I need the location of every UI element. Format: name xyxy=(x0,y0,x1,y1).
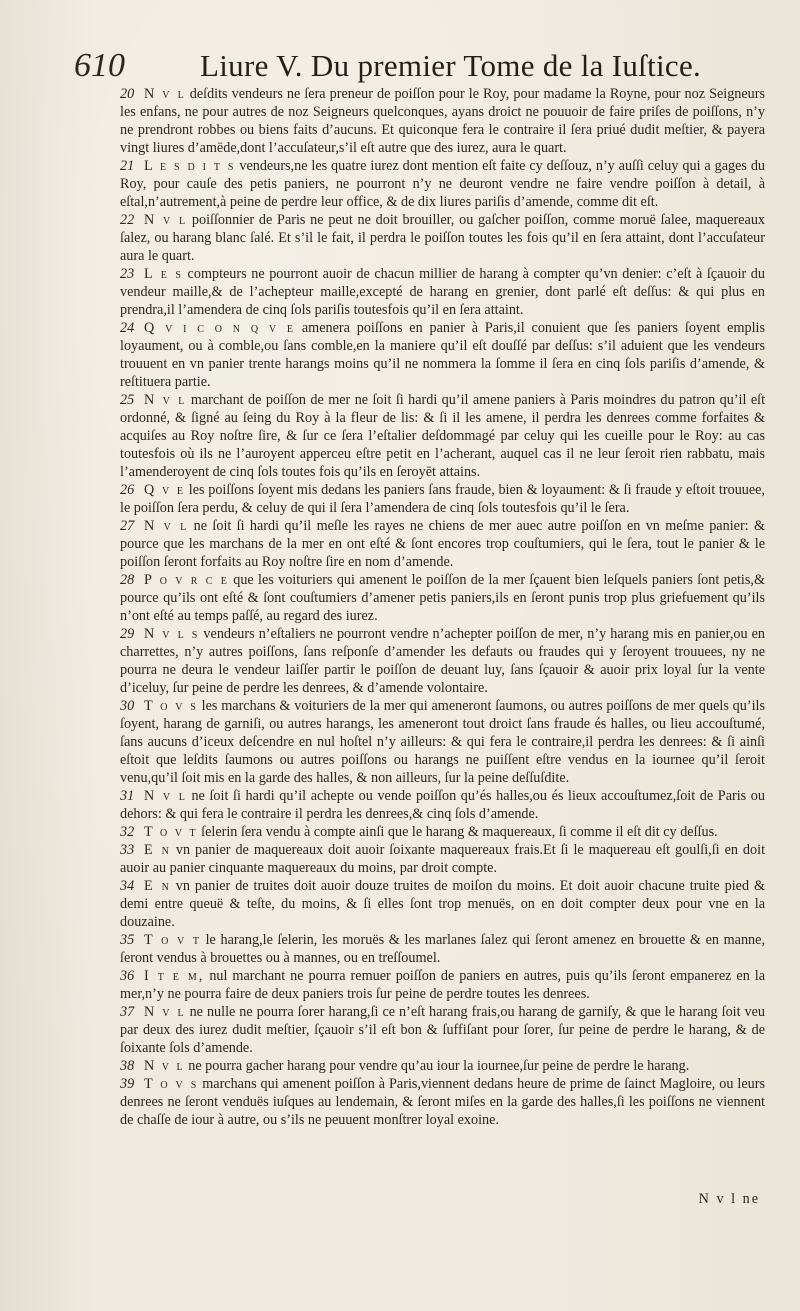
article-text: ne pourra gacher harang pour vendre qu’au iour la iournee,ſur peine de perdre le harang. xyxy=(188,1058,690,1074)
article-number: 33 xyxy=(120,842,135,858)
catchword: N v l ne xyxy=(698,1191,760,1207)
article-39 xyxy=(120,1075,765,1129)
running-head: Liure V. Du premier Tome de la Iuſtice. xyxy=(200,48,702,83)
article-lead-word: N v l xyxy=(144,518,189,534)
article-text: nul marchant ne pourra remuer poiſſon de paniers en autres, puis qu’ils ſeront empanerez en la mer,n’y ne pourra faire de deux paniers trois ſur peine de perdre toutes les denrees. xyxy=(120,968,766,1002)
article-26 xyxy=(120,481,765,517)
article-text: vn panier de truites doit auoir douze truites de moiſon du moins. Et doit auoir chacune truite pied & demi entre queuë & teſte, du moins, & ſi elles ſont trop menuës, on en doit compter deux pour vne en la douzaine. xyxy=(120,878,766,930)
article-number: 34 xyxy=(120,878,135,894)
article-31 xyxy=(120,787,765,823)
article-text: ne ſoit ſi hardi qu’il achepte ou vende poiſſon qu’és halles,ou és lieux accouſtumez,ſoit de Paris ou dehors: & qui fera le contraire il perdra les denrees,& cinq ſols d’amende. xyxy=(120,788,765,822)
article-lead-word: T o v s xyxy=(144,1076,199,1092)
article-lead-word: L e s xyxy=(144,266,183,282)
article-lead-word: N v l xyxy=(144,1004,186,1020)
page-header xyxy=(74,46,734,90)
article-text: le harang,le ſelerin, les moruës & les marlanes ſalez qui ſeront amenez en brouette & en manne, ſeront vendus à brouettes ou à mannes, ou en treſſoumel. xyxy=(120,932,765,966)
article-text: compteurs ne pourront auoir de chacun millier de harang à compter qu’vn denier: c’eſt à ſçauoir du vendeur maille,& de l’achepteur maille,excepté de harang en grenier, dont parlé eſt deſſus: & qui plus en prendra,il l’amendera de cinq ſols pariſis toutesfois qu’il en ſera attaint. xyxy=(120,266,765,318)
article-23 xyxy=(120,265,765,319)
folio-number: 610 xyxy=(74,47,125,84)
article-34 xyxy=(120,877,765,931)
article-lead-word: I t e m, xyxy=(144,968,205,984)
article-20 xyxy=(120,85,765,157)
article-29 xyxy=(120,625,765,697)
article-lead-word: N v l xyxy=(144,212,188,228)
article-text: vn panier de maquereaux doit auoir ſoixante maquereaux frais.Et ſi le maquereau eſt goulſi,ſi en doit auoir au panier cinquante maquereaux du moins, par droit compte. xyxy=(120,842,766,876)
article-36 xyxy=(120,967,765,1003)
article-28 xyxy=(120,571,765,625)
article-text: amenera poiſſons en panier à Paris,il conuient que ſes paniers ſoyent emplis loyaument, ou à comble,ou ſans comble,en la maniere qu’il eſt douſſé par deſſus: s’il aduient que les vendeurs trouuent en vn panier trente harangs moins qu’il ne nommera la ſomme il ſera en cinq ſols pariſis d’amende, & reſtituera partie. xyxy=(120,320,765,390)
article-lead-word: E n xyxy=(144,842,171,858)
article-number: 25 xyxy=(120,392,135,408)
article-number: 24 xyxy=(120,320,135,336)
article-number: 22 xyxy=(120,212,135,228)
article-lead-word: E n xyxy=(144,878,171,894)
article-27 xyxy=(120,517,765,571)
article-text: vendeurs n’eſtaliers ne pourront vendre n’achepter poiſſon de mer, n’y harang mis en panier,ou en charrettes, n’y autres poiſſons, ſans reſponſe d’amender les defauts ou fraudes qui y ſeroyent trouuees, ny ne pourra ne deura le vendeur laiſſer partir le poiſſon de deuant luy, ſans ſçauoir & auoir prix loyal ſur la vente d’iceluy, ſur peine de perdre les denrees, & d’amende volontaire. xyxy=(120,626,766,696)
body-text xyxy=(120,85,765,1129)
article-33 xyxy=(120,841,765,877)
article-number: 37 xyxy=(120,1004,135,1020)
article-lead-word: N v l xyxy=(144,86,186,102)
article-lead-word: Q v i c o n q v e xyxy=(144,320,296,336)
article-35 xyxy=(120,931,765,967)
article-number: 28 xyxy=(120,572,135,588)
article-37 xyxy=(120,1003,765,1057)
article-text: marchant de poiſſon de mer ne ſoit ſi hardi qu’il amene paniers à Paris moindres du patron qu’il eſt ordonné, & ſigné au ſeing du Roy à la fleur de lis: & ſi il les amene, il perdra les denrees comme forfaites & acquiſes au Roy noſtre ſire, & ſur ce ſera l’eſtalier deſdommagé par celuy qui les cueille pour le Roy: au cas toutesfois où ils ne l’auroyent apperceu eſtre petit en l’acherant, auquel cas il ne leur ſeroit rien rabbatu, mais l’amenderoyent de cinq ſols toutes fois qu’ils en ſeroyēt attains. xyxy=(120,392,766,480)
article-38 xyxy=(120,1057,765,1075)
article-text: poiſſonnier de Paris ne peut ne doit brouiller, ou gaſcher poiſſon, comme moruë ſalee, maquereaux ſalez, ou harang blanc ſalé. Et s’il le fait, il perdra le poiſſon toutes les fois qu’il en ſera attaint, dont l’accuſateur aura le quart. xyxy=(120,212,766,264)
article-number: 29 xyxy=(120,626,135,642)
article-lead-word: N v l xyxy=(144,788,187,804)
article-22 xyxy=(120,211,765,265)
article-21 xyxy=(120,157,765,211)
article-text: les marchans & voituriers de la mer qui ameneront ſaumons, ou autres poiſſons de mer quels qu’ils ſoyent, harang de garniſi, ou autres harangs, les ameneront tout droict ſans fraude és halles, ou lieu accouſtumé, ſans aucuns d’iceux deſcendre en nul hoſtel n’y ailleurs: & qui fera le contraire,il perdra les denrees: & ſi ainſi eſtoit que leſdits ſaumons ou autres poiſſons ou harangs ne puiſſent eſtre vendus en la iournee qu’il ſeroit venu,qu’il ſoit mis en la garde des halles, & non ailleurs, ſur la peine deſſuſdite. xyxy=(120,698,765,786)
article-text: ſelerin ſera vendu à compte ainſi que le harang & maquereaux, ſi comme il eſt dit cy deſſus. xyxy=(201,824,718,840)
article-number: 32 xyxy=(120,824,135,840)
article-text: ne ſoit ſi hardi qu’il meſle les rayes ne chiens de mer auec autre poiſſon en vn meſme panier: & pource que les marchans de la mer en ont eſté & ſont encores trop couſtumiers, qui le ſera, tout le panier & le poiſſon ſeront forfaits au Roy noſtre ſire en nom d’amende. xyxy=(120,518,765,570)
article-number: 23 xyxy=(120,266,135,282)
article-30 xyxy=(120,697,765,787)
article-number: 27 xyxy=(120,518,135,534)
article-text: vendeurs,ne les quatre iurez dont mention eſt faite cy deſſouz, n’y auſſi celuy qui a gages du Roy, pour cauſe des petis paniers, ne pourront n’y ne deuront vendre ne faire vendre poiſſon à detail, à eſtal,n’autrement,à peine de perdre leur office, & de dix liures pariſis d’amende, comme dit eſt. xyxy=(120,158,766,210)
article-lead-word: T o v t xyxy=(144,932,201,948)
article-lead-word: N v l xyxy=(144,392,187,408)
article-text: ne nulle ne pourra ſorer harang,ſi ce n’eſt harang frais,ou harang de garniſy, & que le harang ſoit veu par deux des iurez dudit meſtier, ſçauoir s’il eſt bon & ſuffiſant pour ſorer, ſur peine de perdre le harang, & de ſoixante ſols d’amende. xyxy=(120,1004,766,1056)
article-25 xyxy=(120,391,765,481)
article-lead-word: L e s d i t s xyxy=(144,158,236,174)
article-32 xyxy=(120,823,765,841)
article-number: 26 xyxy=(120,482,135,498)
article-number: 39 xyxy=(120,1076,135,1092)
article-lead-word: N v l xyxy=(144,1058,185,1074)
article-text: marchans qui amenent poiſſon à Paris,viennent dedans heure de prime de ſainct Magloire, ou leurs denrees ne ſeront venduës iuſques au lendemain, & ſeront miſes en la garde des halles,ſi les poiſſons ne viennent de chaſſe de iour à autre, ou s’ils ne peuuent monſtrer loyal exoine. xyxy=(120,1076,765,1128)
article-lead-word: P o v r c e xyxy=(144,572,229,588)
article-text: les poiſſons ſoyent mis dedans les paniers ſans fraude, bien & loyaument: & ſi fraude y eſtoit trouuee, le poiſſon ſera perdu, & celuy de qui il ſera l’amendera de cinq ſols toutesfois qu’il le ſera. xyxy=(120,482,766,516)
article-text: deſdits vendeurs ne ſera preneur de poiſſon pour le Roy, pour madame la Royne, pour noz Seigneurs les enfans, ne pour autres de noz Seigneurs quelconques, ayans droict ne pouuoir de faire priſes de poiſſons, n’y ne prendront robbes ou biens faits d’aucuns. Et quiconque fera le contraire il ſera priué dudit meſtier, & payera vingt liures d’amēde,dont l’accuſateur,s’il eſt autre que des iurez, aura le quart. xyxy=(120,86,766,156)
article-24 xyxy=(120,319,765,391)
article-number: 21 xyxy=(120,158,135,174)
article-number: 30 xyxy=(120,698,135,714)
article-number: 20 xyxy=(120,86,135,102)
article-lead-word: T o v t xyxy=(144,824,198,840)
article-lead-word: T o v s xyxy=(144,698,198,714)
article-number: 38 xyxy=(120,1058,135,1074)
article-number: 31 xyxy=(120,788,135,804)
article-lead-word: N v l s xyxy=(144,626,200,642)
article-lead-word: Q v e xyxy=(144,482,186,498)
article-text: que les voituriers qui amenent le poiſſon de la mer ſçauent bien leſquels paniers ſont petis,& pource qu’ils ont eſté & ſont couſtumiers d’amener petis paniers,ils en ſeront punis trop plus griefuement qu’ils n’ont eſté au temps paſſé, au regard des iurez. xyxy=(120,572,765,624)
article-number: 35 xyxy=(120,932,135,948)
article-number: 36 xyxy=(120,968,135,984)
